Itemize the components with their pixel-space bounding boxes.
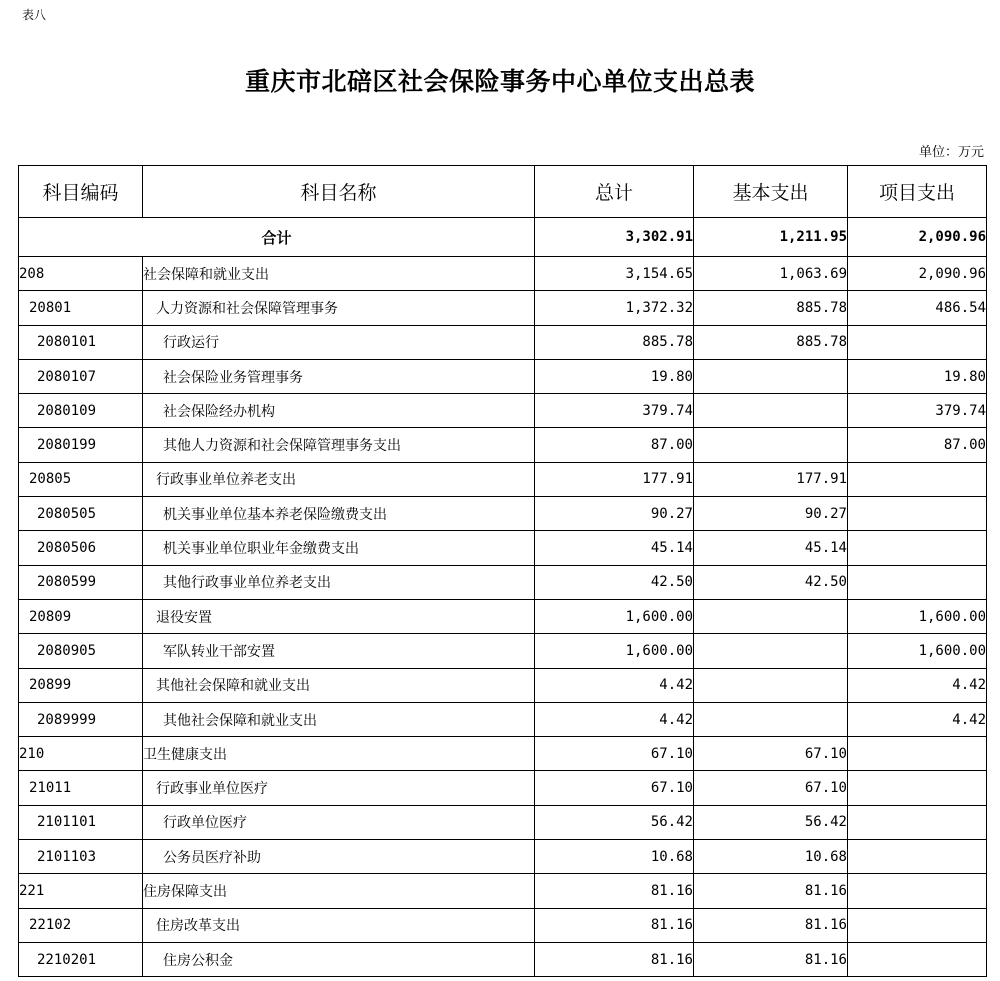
table-row — [19, 805, 987, 839]
unit-label: 单位：万元 — [918, 145, 984, 160]
row-code: 210 — [19, 737, 143, 771]
table-row — [19, 874, 987, 908]
table-row — [19, 565, 987, 599]
row-project: 4.42 — [848, 668, 987, 702]
row-total: 885.78 — [535, 325, 694, 359]
row-basic — [694, 599, 848, 633]
row-project — [848, 497, 987, 531]
row-project: 87.00 — [848, 428, 987, 462]
expenditure-table — [18, 165, 987, 977]
row-code: 20801 — [19, 291, 143, 325]
row-code: 2080506 — [19, 531, 143, 565]
row-code: 20805 — [19, 462, 143, 496]
row-total: 81.16 — [535, 908, 694, 942]
row-name: 军队转业干部安置 — [143, 634, 535, 668]
row-code: 2080109 — [19, 394, 143, 428]
row-project — [848, 565, 987, 599]
row-basic: 56.42 — [694, 805, 848, 839]
table-row — [19, 668, 987, 702]
row-basic: 67.10 — [694, 737, 848, 771]
row-basic: 45.14 — [694, 531, 848, 565]
row-total: 90.27 — [535, 497, 694, 531]
row-project: 1,600.00 — [848, 634, 987, 668]
row-basic: 81.16 — [694, 874, 848, 908]
row-code: 22102 — [19, 908, 143, 942]
row-code: 2080505 — [19, 497, 143, 531]
row-code: 20809 — [19, 599, 143, 633]
row-name: 行政事业单位医疗 — [143, 771, 535, 805]
row-total: 177.91 — [535, 462, 694, 496]
row-basic: 10.68 — [694, 840, 848, 874]
page-title: 重庆市北碚区社会保险事务中心单位支出总表 — [244, 67, 755, 96]
table-row — [19, 462, 987, 496]
row-basic — [694, 668, 848, 702]
row-total: 10.68 — [535, 840, 694, 874]
row-total: 42.50 — [535, 565, 694, 599]
row-code: 208 — [19, 257, 143, 291]
row-project — [848, 531, 987, 565]
row-code: 2080199 — [19, 428, 143, 462]
row-total: 81.16 — [535, 942, 694, 976]
row-name: 公务员医疗补助 — [143, 840, 535, 874]
table-row — [19, 908, 987, 942]
row-total: 1,600.00 — [535, 599, 694, 633]
row-code: 2210201 — [19, 942, 143, 976]
row-code: 21011 — [19, 771, 143, 805]
row-name: 其他行政事业单位养老支出 — [143, 565, 535, 599]
row-project — [848, 737, 987, 771]
header-name: 科目名称 — [143, 166, 535, 218]
row-basic: 1,063.69 — [694, 257, 848, 291]
table-row — [19, 737, 987, 771]
row-name: 行政事业单位养老支出 — [143, 462, 535, 496]
row-project: 379.74 — [848, 394, 987, 428]
table-row — [19, 325, 987, 359]
row-project — [848, 462, 987, 496]
row-project — [848, 908, 987, 942]
table-row — [19, 291, 987, 325]
row-name: 退役安置 — [143, 599, 535, 633]
table-row — [19, 840, 987, 874]
row-code: 2080599 — [19, 565, 143, 599]
total-basic: 1,211.95 — [694, 218, 848, 257]
row-project — [848, 805, 987, 839]
row-total: 45.14 — [535, 531, 694, 565]
row-code: 20899 — [19, 668, 143, 702]
row-project: 19.80 — [848, 359, 987, 393]
row-name: 行政单位医疗 — [143, 805, 535, 839]
row-total: 3,154.65 — [535, 257, 694, 291]
row-project: 1,600.00 — [848, 599, 987, 633]
row-name: 卫生健康支出 — [143, 737, 535, 771]
table-row — [19, 771, 987, 805]
row-name: 社会保障和就业支出 — [143, 257, 535, 291]
total-row — [19, 218, 987, 257]
row-total: 56.42 — [535, 805, 694, 839]
total-sum: 3,302.91 — [535, 218, 694, 257]
row-basic: 67.10 — [694, 771, 848, 805]
row-code: 2080107 — [19, 359, 143, 393]
row-total: 379.74 — [535, 394, 694, 428]
header-project: 项目支出 — [848, 166, 987, 218]
row-project — [848, 771, 987, 805]
row-basic — [694, 359, 848, 393]
row-name: 其他社会保障和就业支出 — [143, 702, 535, 736]
row-basic: 81.16 — [694, 942, 848, 976]
table-row — [19, 702, 987, 736]
table-row — [19, 359, 987, 393]
table-row — [19, 599, 987, 633]
row-total: 87.00 — [535, 428, 694, 462]
row-code: 2101101 — [19, 805, 143, 839]
row-basic — [694, 428, 848, 462]
row-project — [848, 942, 987, 976]
row-total: 1,372.32 — [535, 291, 694, 325]
row-basic — [694, 702, 848, 736]
table-row — [19, 942, 987, 976]
row-name: 人力资源和社会保障管理事务 — [143, 291, 535, 325]
table-row — [19, 394, 987, 428]
row-project — [848, 840, 987, 874]
row-basic: 42.50 — [694, 565, 848, 599]
row-project — [848, 874, 987, 908]
header-basic: 基本支出 — [694, 166, 848, 218]
total-project: 2,090.96 — [848, 218, 987, 257]
row-name: 其他社会保障和就业支出 — [143, 668, 535, 702]
header-code: 科目编码 — [19, 166, 143, 218]
row-basic: 90.27 — [694, 497, 848, 531]
table-row — [19, 428, 987, 462]
row-project — [848, 325, 987, 359]
row-name: 机关事业单位职业年金缴费支出 — [143, 531, 535, 565]
row-basic — [694, 634, 848, 668]
table-header-row — [19, 166, 987, 218]
row-name: 社会保险经办机构 — [143, 394, 535, 428]
table-row — [19, 497, 987, 531]
row-total: 81.16 — [535, 874, 694, 908]
row-basic: 885.78 — [694, 325, 848, 359]
row-name: 机关事业单位基本养老保险缴费支出 — [143, 497, 535, 531]
row-project: 486.54 — [848, 291, 987, 325]
table-row — [19, 634, 987, 668]
row-name: 行政运行 — [143, 325, 535, 359]
row-basic: 81.16 — [694, 908, 848, 942]
row-name: 住房保障支出 — [143, 874, 535, 908]
total-label: 合计 — [19, 218, 535, 257]
row-code: 2080101 — [19, 325, 143, 359]
document-label: 表八 — [22, 8, 47, 22]
table-row — [19, 531, 987, 565]
row-total: 4.42 — [535, 668, 694, 702]
row-code: 2101103 — [19, 840, 143, 874]
row-basic: 885.78 — [694, 291, 848, 325]
row-total: 1,600.00 — [535, 634, 694, 668]
row-code: 221 — [19, 874, 143, 908]
row-total: 67.10 — [535, 737, 694, 771]
row-basic: 177.91 — [694, 462, 848, 496]
row-name: 住房公积金 — [143, 942, 535, 976]
header-total: 总计 — [535, 166, 694, 218]
row-basic — [694, 394, 848, 428]
row-total: 67.10 — [535, 771, 694, 805]
row-code: 2089999 — [19, 702, 143, 736]
row-project: 2,090.96 — [848, 257, 987, 291]
row-code: 2080905 — [19, 634, 143, 668]
table-row — [19, 257, 987, 291]
row-name: 其他人力资源和社会保障管理事务支出 — [143, 428, 535, 462]
row-total: 4.42 — [535, 702, 694, 736]
row-total: 19.80 — [535, 359, 694, 393]
row-name: 社会保险业务管理事务 — [143, 359, 535, 393]
row-name: 住房改革支出 — [143, 908, 535, 942]
row-project: 4.42 — [848, 702, 987, 736]
